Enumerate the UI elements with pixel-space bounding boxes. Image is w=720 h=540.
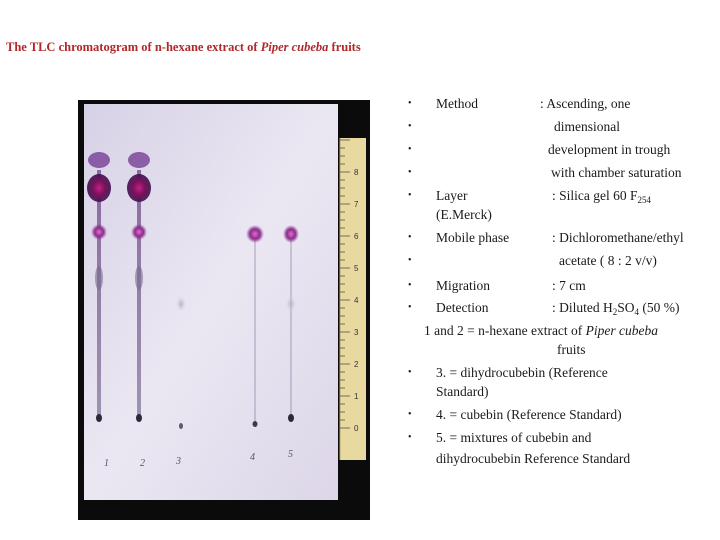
bullet-icon: • (408, 144, 412, 155)
detail-row: (E.Merck) (436, 207, 492, 222)
tlc-plate-image (78, 100, 370, 520)
spot (131, 224, 147, 240)
spot (283, 225, 299, 243)
lane-label: 4 (250, 452, 255, 463)
bullet-icon: • (408, 167, 412, 178)
lane-label: 1 (104, 458, 109, 469)
detail-row: 1 and 2 = n-hexane extract of Piper cubeba (424, 323, 659, 338)
ruler-number: 3 (354, 328, 359, 337)
detail-row: • with chamber saturation (408, 163, 720, 183)
ruler-number: 7 (354, 200, 359, 209)
detail-row: • Migration : 7 cm (408, 276, 720, 296)
bullet-icon: • (408, 232, 412, 243)
silica-plate (84, 104, 338, 500)
detail-row: • acetate ( 8 : 2 v/v) (408, 251, 720, 271)
bullet-icon: • (408, 409, 412, 420)
lane-label: 5 (288, 449, 293, 460)
detail-row: • Layer : Silica gel 60 $F_{254}$ (408, 188, 651, 205)
bullet-icon: • (408, 255, 412, 266)
detail-row: • dimensional (408, 117, 720, 137)
detail-row: • 3. = dihydrocubebin (Reference (408, 363, 720, 383)
ruler-number: 2 (354, 360, 359, 369)
bullet-icon: • (408, 98, 412, 109)
detail-row: • development in trough (408, 140, 720, 160)
detail-row: • Method : Ascending, one (408, 94, 720, 114)
detail-row: • 5. = mixtures of cubebin and (408, 428, 720, 448)
lane-label: 2 (140, 458, 145, 469)
spot (91, 224, 107, 240)
detail-row: fruits (557, 342, 586, 357)
bullet-icon: • (408, 432, 412, 443)
ruler-number: 0 (354, 424, 359, 433)
detail-row: Standard) (436, 384, 489, 399)
bullet-icon: • (408, 121, 412, 132)
ruler-number: 5 (354, 264, 359, 273)
detail-row: • Detection : Diluted $H_2SO_4$ (50 %) (408, 300, 680, 317)
bullet-icon: • (408, 367, 412, 378)
lane-label: 3 (176, 456, 181, 467)
bullet-icon: • (408, 302, 412, 313)
bullet-icon: • (408, 280, 412, 291)
detail-row: • 4. = cubebin (Reference Standard) (408, 405, 720, 425)
page-title: The TLC chromatogram of n-hexane extract of Piper cubeba fruits (6, 40, 361, 54)
ruler-number: 8 (354, 168, 359, 177)
detail-row: dihydrocubebin Reference Standard (436, 451, 631, 466)
detail-row: • Mobile phase : Dichloromethane/ethyl (408, 228, 720, 248)
spot (87, 174, 111, 202)
spot (246, 225, 264, 243)
spot (127, 174, 151, 202)
ruler-number: 4 (354, 296, 359, 305)
ruler-number: 1 (354, 392, 359, 401)
bullet-icon: • (408, 190, 412, 201)
ruler-number: 6 (354, 232, 359, 241)
tlc-plate-photo (78, 100, 370, 520)
